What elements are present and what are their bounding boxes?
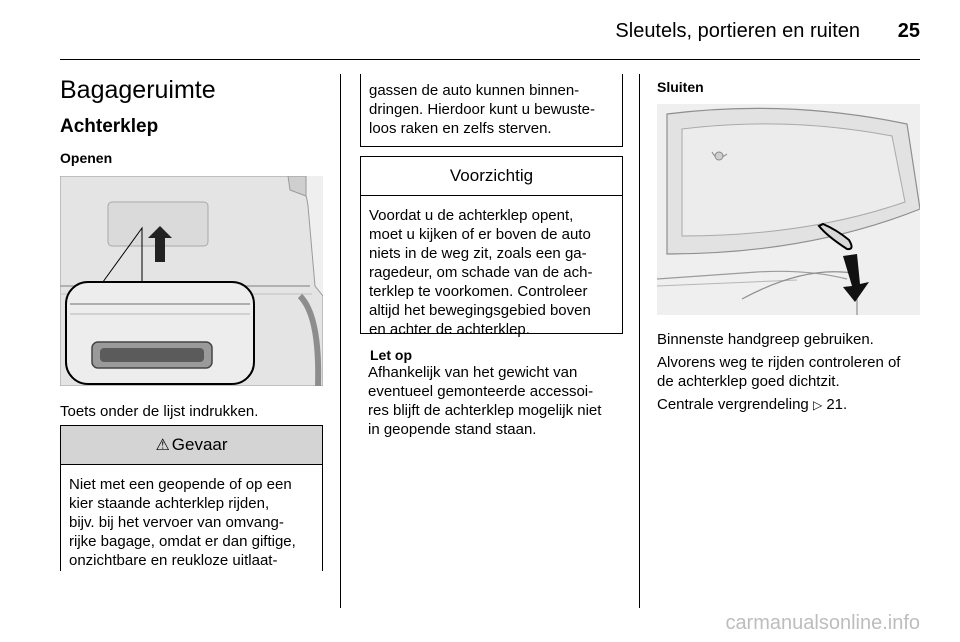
watermark: carmanualsonline.info [725,612,920,634]
column-divider-left [340,74,341,608]
caution-line: ragedeur, om schade van de ach- [369,264,593,281]
danger-line: dringen. Hierdoor kunt u bewuste- [369,101,595,118]
caution-line: terklep te voorkomen. Controleer [369,283,588,300]
caution-line: altijd het bewegingsgebied boven [369,302,591,319]
tailgate-open-drawing [60,176,323,386]
closing-paragraph-3 [657,395,927,415]
danger-line: Niet met een geopende of op een [69,476,292,493]
danger-line: bijv. bij het vervoer van omvang- [69,514,284,531]
closing-paragraph-1 [657,330,927,349]
subsection-title: Achterklep [60,116,159,137]
caution-line: Voordat u de achterklep opent, [369,207,574,224]
caution-box-header [361,157,622,196]
column-divider-right [639,74,640,608]
note-line: res blijft de achterklep mogelijk niet [368,402,602,419]
text-line: Alvorens weg te rijden controleren of [657,354,901,371]
caution-box-body [361,196,622,339]
page-reference-number[interactable]: 21. [826,396,848,413]
caution-box-title: Voorzichtig [449,166,534,185]
page-number: 25 [897,20,920,42]
tailgate-closing-illustration [657,104,920,315]
danger-box-header [61,426,322,465]
opening-caption: Toets onder de lijst indrukken. [60,403,259,420]
page-reference-arrow-icon[interactable]: ▷ [812,398,823,412]
danger-box-title: Gevaar [171,435,228,454]
danger-line: kier staande achterklep rijden, [69,495,270,512]
closing-heading: Sluiten [657,79,704,95]
caution-line: en achter de achterklep. [369,321,530,338]
danger-line: loos raken en zelfs sterven. [369,120,552,137]
central-locking-label: Centrale vergrendeling [657,396,809,413]
tailgate-opening-illustration [60,176,323,386]
caution-box [360,156,623,338]
danger-box [60,425,323,571]
note-line: Afhankelijk van het gewicht van [368,364,578,381]
danger-box-continued-body [361,74,622,138]
tailgate-close-drawing [657,104,920,315]
note-text [368,363,632,439]
caution-line: moet u kijken of er boven de auto [369,226,591,243]
running-header-title: Sleutels, portieren en ruiten [615,20,860,42]
header-rule [60,59,920,60]
caution-line: niets in de weg zit, zoals een ga- [369,245,587,262]
closing-text [657,330,927,415]
closing-paragraph-2 [657,353,927,391]
note-line: eventueel gemonteerde accessoi- [368,383,594,400]
opening-heading: Openen [60,150,113,166]
text-line: Binnenste handgreep gebruiken. [657,331,874,348]
text-line: de achterklep goed dichtzit. [657,373,840,390]
section-title: Bagageruimte [60,76,216,104]
danger-box-continued [360,74,623,147]
note-heading: Let op [370,347,412,363]
danger-line: onzichtbare en reukloze uitlaat- [69,552,278,569]
warning-triangle-icon: ⚠ [155,437,170,454]
danger-line: rijke bagage, omdat er dan giftige, [69,533,296,550]
note-line: in geopende stand staan. [368,421,537,438]
danger-line: gassen de auto kunnen binnen- [369,82,580,99]
danger-box-body [61,465,322,570]
